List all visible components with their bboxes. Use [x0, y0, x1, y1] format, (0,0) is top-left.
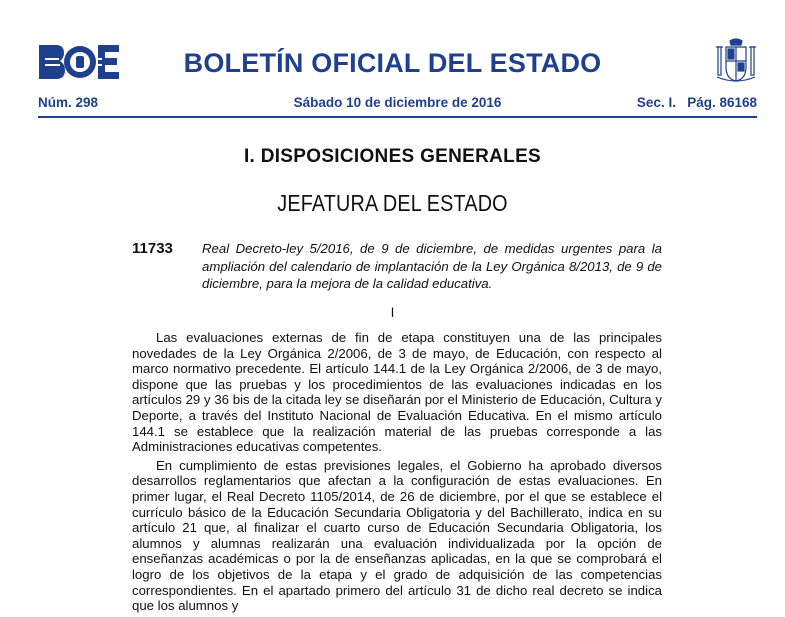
section-title: I. DISPOSICIONES GENERALES: [243, 146, 542, 167]
paragraph: En cumplimiento de estas previsiones legales, el Gobierno ha aprobado diversos desarrollos reglamentarios que afectan a la configuración de estas evaluaciones. En primer lugar, el Real Decreto 1105/2014, de 26 de diciembre, por el que se establece el currículo básico de la Educación Secundaria Obligatoria y del Bachillerato, indica en su artículo 21 que, al finalizar el cuarto curso de Educación Secundaria Obligatoria, los alumnos y alumnas realizarán una evaluación individualizada por la opción de enseñanzas académicas o por la de enseñanzas aplicadas, en la que se comprobará el logro de los objetivos de la etapa y el grado de adquisición de las competencias correspondientes. En el apartado primero del artículo 31 de dicho real decreto se indica que los alumnos y: [132, 457, 662, 614]
disposition-title: Real Decreto-ley 5/2016, de 9 de diciembre, de medidas urgentes para la ampliación del calendario de implantación de la Ley Orgánica 8/2013, de 9 de diciembre, para la mejora de la calidad educativa.: [202, 241, 662, 291]
issue-number: Núm. 298: [38, 95, 99, 110]
disposition-number: 11733: [132, 240, 173, 257]
section-page: Sec. I. Pág. 86168: [636, 95, 757, 110]
info-bar: [38, 95, 757, 113]
paragraph: Las evaluaciones externas de fin de etapa constituyen una de las principales novedades de la Ley Orgánica 2/2006, de 3 de mayo, de Educación, con respecto al marco normativo precedente. El artículo 144.1 de la Ley Orgánica 2/2006, de 3 de mayo, dispone que las pruebas y los procedimientos de las evaluaciones indicadas en los artículos 29 y 36 bis de la citada ley se diseñarán por el Ministerio de Educación, Cultura y Deporte, a través del Instituto Nacional de Evaluación Educativa. En el mismo artículo 144.1 se establece que la realización material de las pruebas corresponde a las Administraciones educativas competentes.: [132, 330, 662, 455]
issue-date: Sábado 10 de diciembre de 2016: [293, 95, 502, 110]
part-number: I: [390, 305, 395, 320]
masthead-title: BOLETÍN OFICIAL DEL ESTADO: [183, 48, 602, 78]
coat-of-arms-icon: [714, 37, 758, 85]
header-rule: [38, 116, 757, 118]
body-text: [132, 330, 662, 617]
organization-title: JEFATURA DEL ESTADO: [277, 190, 508, 216]
